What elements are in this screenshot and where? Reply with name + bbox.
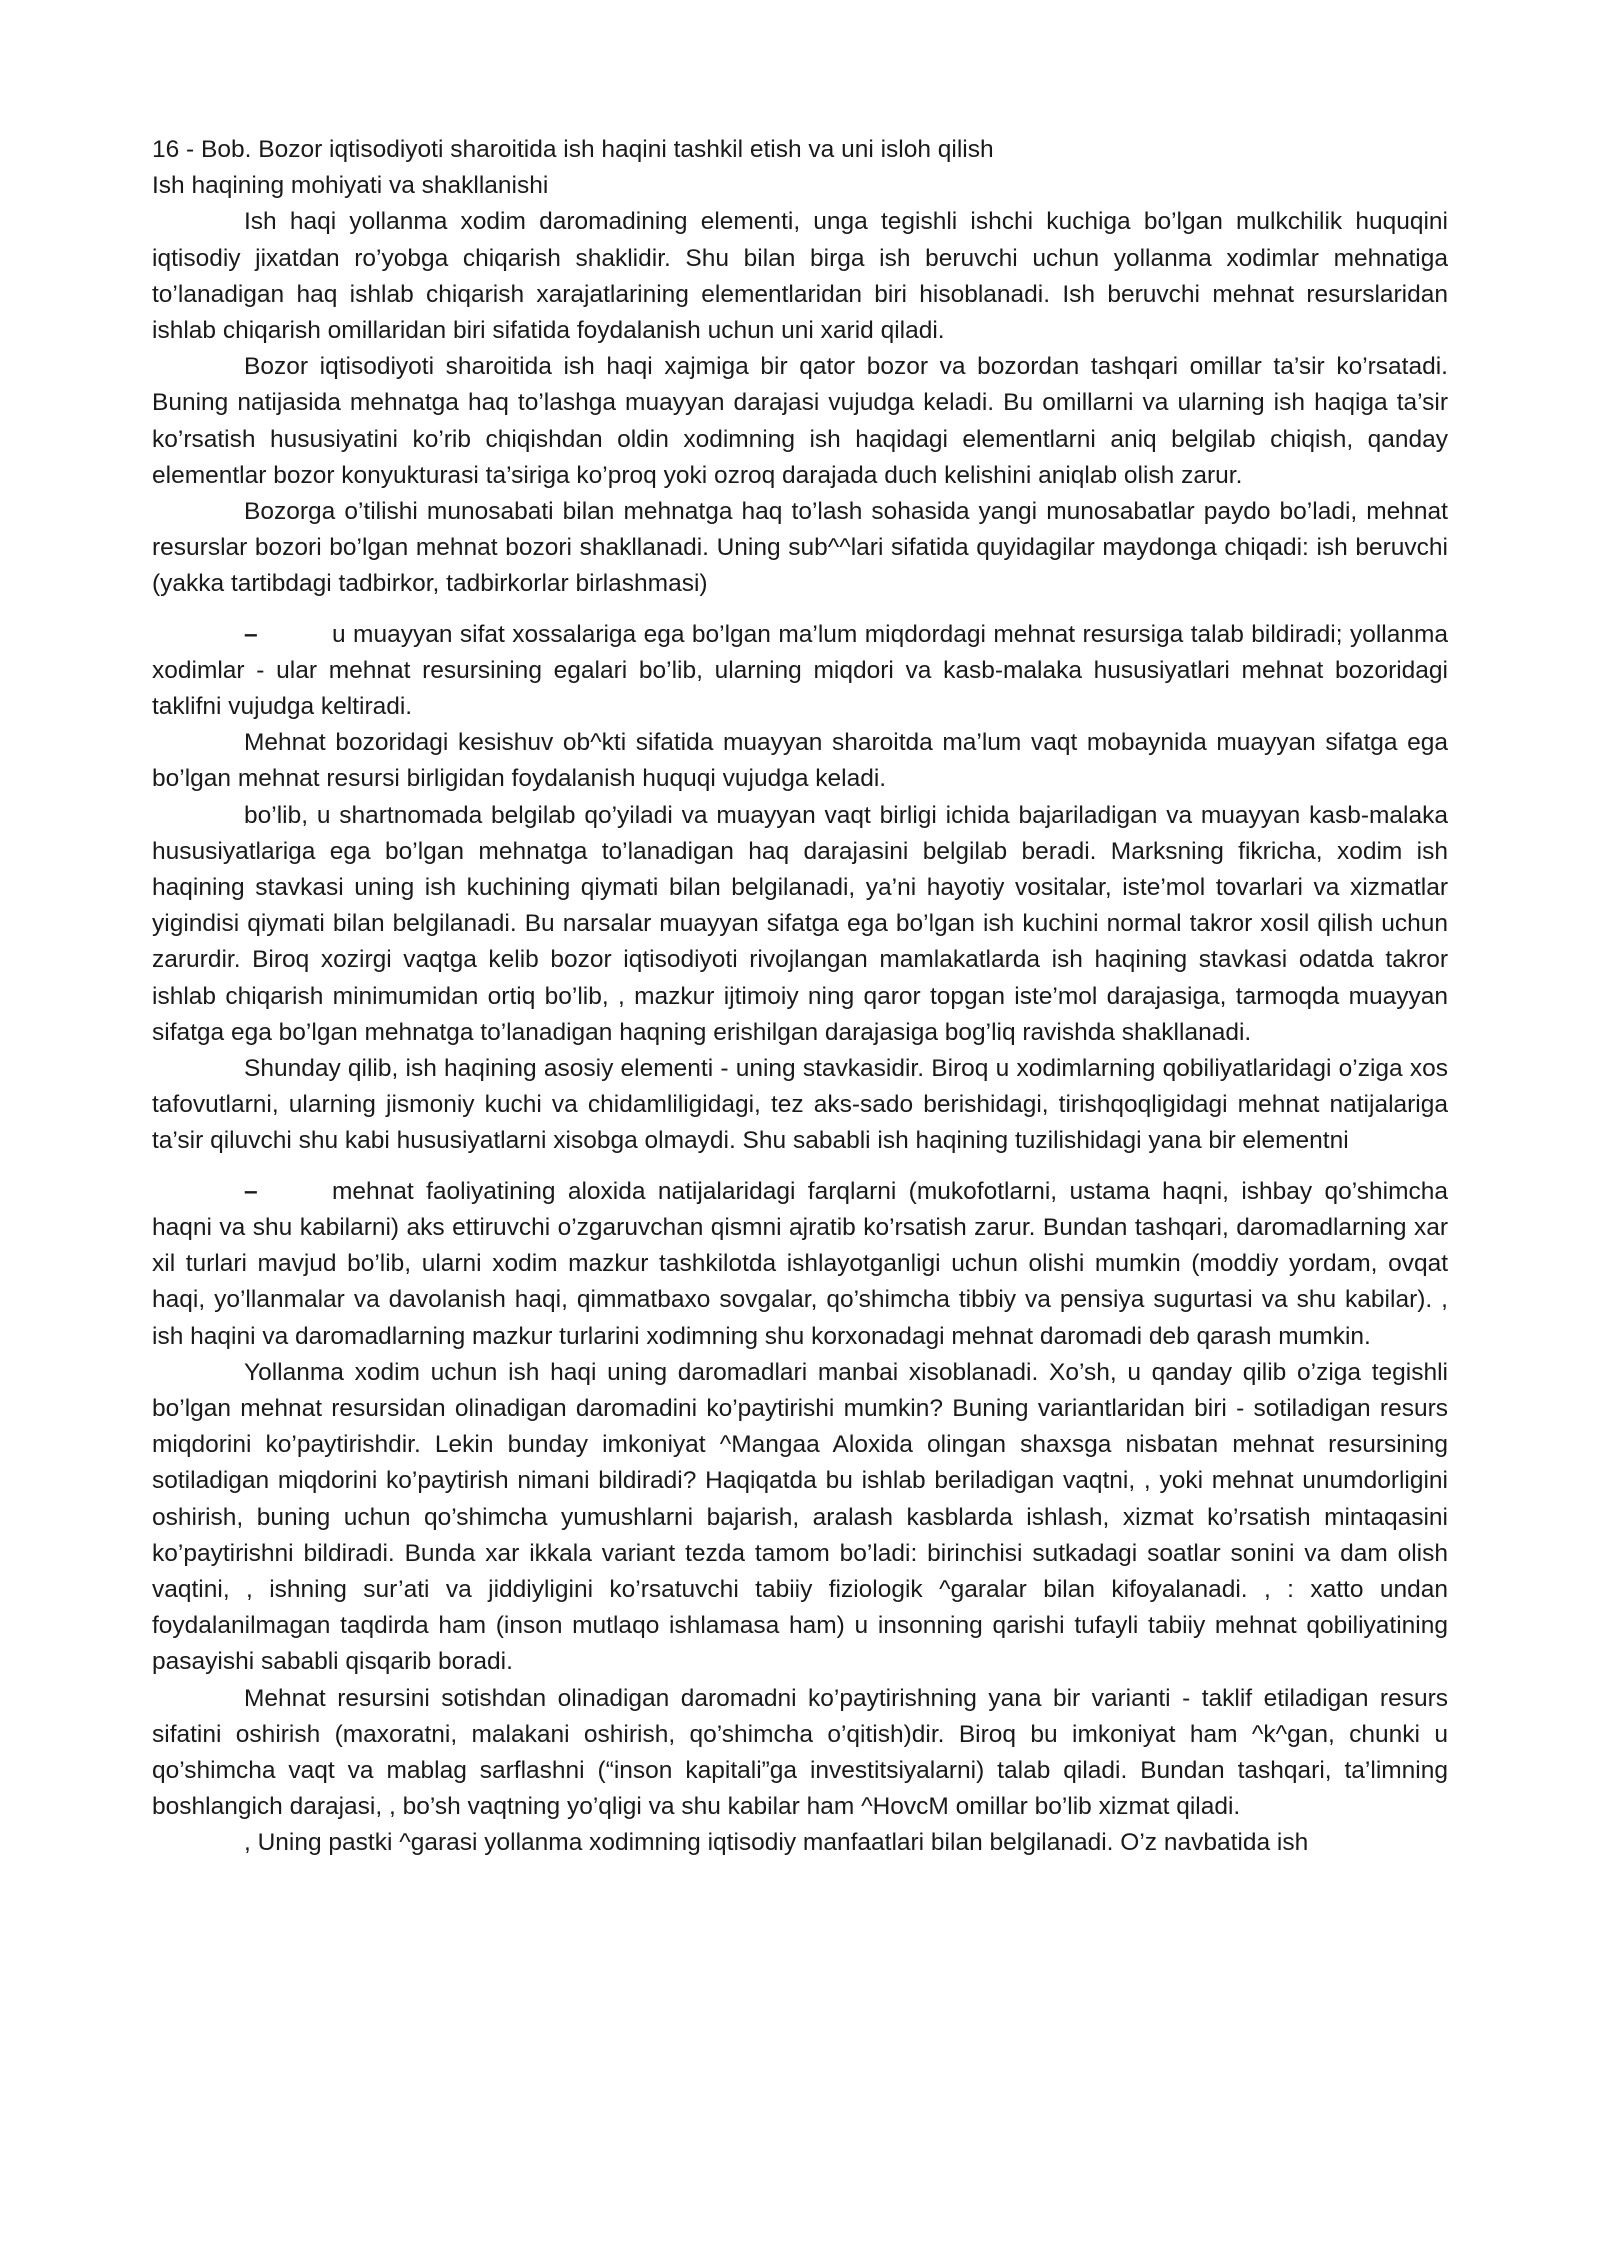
dash-marker: –	[244, 1177, 258, 1205]
section-title: Ish haqining mohiyati va shakllanishi	[152, 172, 549, 200]
document-page	[152, 132, 1448, 1862]
paragraph: Mehnat resursini sotishdan olinadigan daromadni ko’paytirishning yana bir varianti - taklif etiladigan resurs sifatini oshirish (maxoratni, malakani oshirish, qo’shimcha o’qitish)dir. Biroq bu imkoniyat ham ^k^gan, chunki u qo’shimcha vaqt va mablag sarflashni (“inson kapitali”ga investitsiyalarni) talab qiladi. Bundan tashqari, ta’limning boshlangich darajasi, , bo’sh vaqtning yo’qligi va shu kabilar ham ^HovcM omillar bo’lib xizmat qiladi.	[152, 1684, 1448, 1821]
paragraph: Yollanma xodim uchun ish haqi uning daromadlari manbai xisoblanadi. Xo’sh, u qanday qilib o’ziga tegishli bo’lgan mehnat resursidan olinadigan daromadini ko’paytirishi mumkin? Buning variantlaridan biri - sotiladigan resurs miqdorini ko’paytirishdir. Lekin bunday imkoniyat ^Mangaa Aloxida olingan shaxsga nisbatan mehnat resursining sotiladigan miqdorini ko’paytirish nimani bildiradi? Haqiqatda bu ishlab beriladigan vaqtni, , yoki mehnat unumdorligini oshirish, buning uchun qo’shimcha yumushlarni bajarish, aralash kasblarda ishlash, xizmat ko’rsatish mintaqasini ko’paytirishni bildiradi. Bunda xar ikkala variant tezda tamom bo’ladi: birinchisi sutkadagi soatlar sonini va dam olish vaqtini, , ishning sur’ati va jiddiyligini ko’rsatuvchi tabiiy fiziologik ^garalar bilan kifoyalanadi. , : xatto undan foydalanilmagan taqdirda ham (inson mutlaqo ishlamasa ham) u insonning qarishi tufayli tabiiy mehnat qobiliyatining pasayishi sababli qisqarib boradi.	[152, 1358, 1448, 1676]
paragraph: Mehnat bozoridagi kesishuv ob^kti sifatida muayyan sharoitda ma’lum vaqt mobaynida muayyan sifatga ega bo’lgan mehnat resursi birligidan foydalanish huquqi vujudga keladi.	[152, 729, 1448, 793]
dash-list-item-text: u muayyan sifat xossalariga ega bo’lgan ma’lum miqdordagi mehnat resursiga talab bildiradi; yollanma xodimlar - ular mehnat resursining egalari bo’lib, ularning miqdori va kasb-malaka hususiyatlari mehnat bozoridagi taklifni vujudga keltiradi.	[152, 620, 1448, 721]
dash-list-item	[152, 617, 1448, 726]
paragraph: , Uning pastki ^garasi yollanma xodimning iqtisodiy manfaatlari bilan belgilanadi. O’z navbatida ish	[244, 1829, 1309, 1857]
paragraph: bo’lib, u shartnomada belgilab qo’yiladi va muayyan vaqt birligi ichida bajariladigan va muayyan kasb-malaka hususiyatlariga ega bo’lgan mehnatga to’lanadigan haq darajasini belgilab beradi. Marksning fikricha, xodim ish haqining stavkasi uning ish kuchining qiymati bilan belgilanadi, ya’ni hayotiy vositalar, iste’mol tovarlari va xizmatlar yigindisi qiymati bilan belgilanadi. Bu narsalar muayyan sifatga ega bo’lgan ish kuchini normal takror xosil qilish uchun zarurdir. Biroq xozirgi vaqtga kelib bozor iqtisodiyoti rivojlangan mamlakatlarda ish haqining stavkasi odatda takror ishlab chiqarish minimumidan ortiq bo’lib, , mazkur ijtimoiy ning qaror topgan iste’mol darajasiga, tarmoqda muayyan sifatga ega bo’lgan mehnatga to’lanadigan haqning erishilgan darajasiga bog’liq ravishda shakllanadi.	[152, 801, 1448, 1046]
paragraph: Bozor iqtisodiyoti sharoitida ish haqi xajmiga bir qator bozor va bozordan tashqari omillar ta’sir ko’rsatadi. Buning natijasida mehnatga haq to’lashga muayyan darajasi vujudga keladi. Bu omillarni va ularning ish haqiga ta’sir ko’rsatish hususiyatini ko’rib chiqishdan oldin xodimning ish haqidagi elementlarni aniq belgilab chiqish, qanday elementlar bozor konyukturasi ta’siriga ko’proq yoki ozroq darajada duch kelishini aniqlab olish zarur.	[152, 353, 1448, 489]
paragraph: Shunday qilib, ish haqining asosiy elementi - uning stavkasidir. Biroq u xodimlarning qobiliyatlaridagi o’ziga xos tafovutlarni, ularning jismoniy kuchi va chidamliligidagi, tez aks-sado berishidagi, tirishqoqligidagi mehnat natijalariga ta’sir qiluvchi shu kabi hususiyatlarni xisobga olmaydi. Shu sababli ish haqining tuzilishidagi yana bir elementni	[152, 1055, 1448, 1155]
chapter-title: 16 - Bob. Bozor iqtisodiyoti sharoitida ish haqini tashkil etish va uni isloh qilish	[152, 136, 994, 163]
dash-list-item-text: mehnat faoliyatining aloxida natijalaridagi farqlarni (mukofotlarni, ustama haqni, ishbay qo’shimcha haqni va shu kabilarni) aks ettiruvchi o’zgaruvchan qismni ajratib ko’rsatish zarur. Bundan tashqari, daromadlarning xar xil turlari mavjud bo’lib, ularni xodim mazkur tashkilotda ishlayotganligi uchun olishi mumkin (moddiy yordam, ovqat haqi, yo’llanmalar va davolanish haqi, qimmatbaxo sovgalar, qo’shimcha tibbiy va pensiya sugurtasi va shu kabilar). , ish haqini va daromadlarning mazkur turlarini xodimning shu korxonadagi mehnat daromadi deb qarash mumkin.	[152, 1177, 1448, 1350]
dash-marker: –	[244, 620, 258, 648]
paragraph: Bozorga o’tilishi munosabati bilan mehnatga haq to’lash sohasida yangi munosabatlar paydo bo’ladi, mehnat resurslar bozori bo’lgan mehnat bozori shakllanadi. Uning sub^^lari sifatida quyidagilar maydonga chiqadi: ish beruvchi (yakka tartibdagi tadbirkor, tadbirkorlar birlashmasi)	[152, 498, 1448, 598]
dash-list-item	[152, 1174, 1448, 1355]
paragraph: Ish haqi yollanma xodim daromadining elementi, unga tegishli ishchi kuchiga bo’lgan mulkchilik huquqini iqtisodiy jixatdan ro’yobga chiqarish shaklidir. Shu bilan birga ish beruvchi uchun yollanma xodimlar mehnatiga to’lanadigan haq ishlab chiqarish xarajatlarining elementlaridan biri hisoblanadi. Ish beruvchi mehnat resurslaridan ishlab chiqarish omillaridan biri sifatida foydalanish uchun uni xarid qiladi.	[152, 208, 1448, 345]
